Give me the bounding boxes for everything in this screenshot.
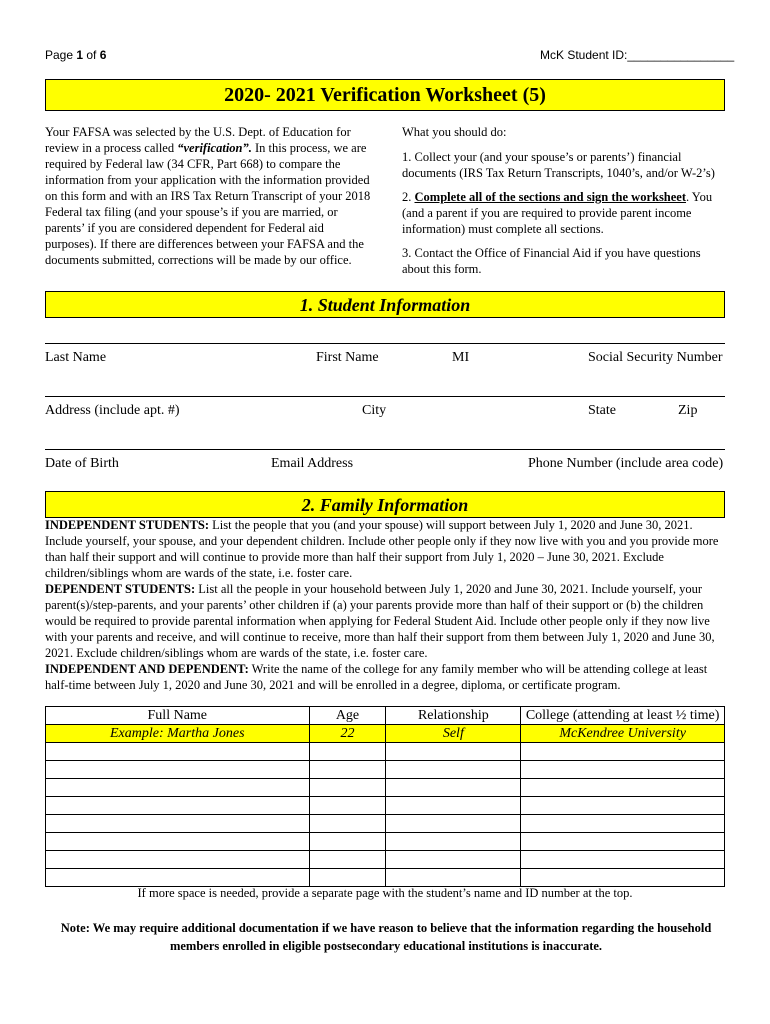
first-name-label: First Name xyxy=(316,350,379,365)
cell-name-input[interactable] xyxy=(46,761,310,779)
cell-college-input[interactable] xyxy=(521,833,725,851)
column-header-full-name: Full Name xyxy=(46,707,310,725)
phone-label: Phone Number (include area code) xyxy=(528,456,724,471)
cell-name-input[interactable] xyxy=(46,815,310,833)
cell-college-input[interactable] xyxy=(521,869,725,887)
page-title: 2020- 2021 Verification Worksheet (5) xyxy=(45,79,725,111)
dependent-instructions: DEPENDENT STUDENTS: List all the people in your household between July 1, 2020 and June 30, 2021. Include yourself, your parent(s)/step-parents, and your parents’ other children if (a) your parents provide more than half of their support or (b) the children would be required to provide parental information when applying for Federal Student Aid. Include other people only if they now live with your parents and receive, and will continue to receive, more than half their support from them between July 1, 2020 and June 30, 2021. Exclude children/siblings whom are wards of the state, i.e. foster care. xyxy=(45,582,715,660)
cell-college-input[interactable] xyxy=(521,815,725,833)
step-2: 2. Complete all of the sections and sign the worksheet. You (and a parent if you are required to provide parent income information) must complete all sections. xyxy=(402,190,713,236)
both-instructions: INDEPENDENT AND DEPENDENT: Write the name of the college for any family member who will be attending college at least half-time between July 1, 2020 and June 30, 2021 and will be enrolled in a degree, diploma, or certificate program. xyxy=(45,662,708,692)
table-row xyxy=(46,743,725,761)
table-row xyxy=(46,761,725,779)
cell-age-input[interactable] xyxy=(309,797,386,815)
instructions-heading: What you should do: xyxy=(402,125,507,139)
cell-relationship-input[interactable] xyxy=(386,815,521,833)
cell-relationship-input[interactable] xyxy=(386,779,521,797)
cell-age-input[interactable] xyxy=(309,833,386,851)
cell-age-input[interactable] xyxy=(309,815,386,833)
cell-college-input[interactable] xyxy=(521,797,725,815)
example-row xyxy=(46,725,725,743)
address-label: Address (include apt. #) xyxy=(45,403,180,418)
table-row xyxy=(46,833,725,851)
section-family-information-heading: 2. Family Information xyxy=(45,491,725,518)
table-row xyxy=(46,869,725,887)
mi-label: MI xyxy=(452,350,470,365)
cell-college-input[interactable] xyxy=(521,851,725,869)
email-label: Email Address xyxy=(271,456,354,471)
example-relationship: Self xyxy=(386,725,521,743)
space-note: If more space is needed, provide a separate page with the student’s name and ID number at the top. xyxy=(137,886,633,900)
table-row xyxy=(46,779,725,797)
documentation-note: Note: We may require additional documentation if we have reason to believe that the information regarding the household members enrolled in eligible postsecondary educational institutions is inaccurate. xyxy=(60,921,712,953)
example-college: McKendree University xyxy=(521,725,725,743)
table-header-row xyxy=(46,707,725,725)
last-name-label: Last Name xyxy=(45,350,107,365)
table-row xyxy=(46,851,725,869)
student-id-label: McK Student ID:________________ xyxy=(540,48,735,62)
cell-college-input[interactable] xyxy=(521,761,725,779)
table-row xyxy=(46,815,725,833)
state-label: State xyxy=(588,403,616,418)
family-instructions xyxy=(45,517,727,693)
cell-college-input[interactable] xyxy=(521,743,725,761)
step-3: 3. Contact the Office of Financial Aid if you have questions about this form. xyxy=(402,246,701,276)
city-label: City xyxy=(362,403,387,418)
example-age: 22 xyxy=(309,725,386,743)
cell-relationship-input[interactable] xyxy=(386,743,521,761)
column-header-college: College (attending at least ½ time) xyxy=(521,707,725,725)
zip-label: Zip xyxy=(678,403,698,418)
ssn-label: Social Security Number xyxy=(588,350,723,365)
section-student-information-heading: 1. Student Information xyxy=(45,291,725,318)
field-line xyxy=(45,396,725,397)
step-1: 1. Collect your (and your spouse’s or parents’) financial documents (IRS Tax Return Transcripts, 1040’s, and/or W-2’s) xyxy=(402,150,715,180)
table-row xyxy=(46,797,725,815)
cell-relationship-input[interactable] xyxy=(386,797,521,815)
field-line xyxy=(45,449,725,450)
cell-relationship-input[interactable] xyxy=(386,761,521,779)
cell-college-input[interactable] xyxy=(521,779,725,797)
independent-instructions: INDEPENDENT STUDENTS: List the people that you (and your spouse) will support between July 1, 2020 and June 30, 2021. Include yourself, your spouse, and your dependent children. Include other people only if they now live with you and you provide more than half their support and will continue to provide more than half their support from July 1, 2020 – June 30, 2021. Exclude children/siblings whom are wards of the state, i.e. foster care. xyxy=(45,518,719,580)
cell-relationship-input[interactable] xyxy=(386,833,521,851)
cell-age-input[interactable] xyxy=(309,869,386,887)
cell-name-input[interactable] xyxy=(46,833,310,851)
page-number: Page 1 of 6 xyxy=(45,48,107,62)
cell-age-input[interactable] xyxy=(309,779,386,797)
cell-age-input[interactable] xyxy=(309,743,386,761)
cell-relationship-input[interactable] xyxy=(386,851,521,869)
cell-name-input[interactable] xyxy=(46,869,310,887)
cell-age-input[interactable] xyxy=(309,851,386,869)
example-name: Example: Martha Jones xyxy=(46,725,310,743)
cell-name-input[interactable] xyxy=(46,779,310,797)
cell-name-input[interactable] xyxy=(46,851,310,869)
cell-name-input[interactable] xyxy=(46,797,310,815)
cell-relationship-input[interactable] xyxy=(386,869,521,887)
instructions xyxy=(402,124,724,277)
column-header-relationship: Relationship xyxy=(386,707,521,725)
field-line xyxy=(45,343,725,344)
intro-text: Your FAFSA was selected by the U.S. Dept. of Education for review in a process called “verification”. In this process, we are required by Federal law (34 CFR, Part 668) to compare the information from your application with the information provided on this form and with an IRS Tax Return Transcript of your 2018 Federal tax filing (and your spouse’s if you are married, or parents’ if you are considered dependent for Federal aid purposes). If there are differences between your FAFSA and the documents submitted, corrections will be made by our office. xyxy=(45,125,371,267)
cell-name-input[interactable] xyxy=(46,743,310,761)
dob-label: Date of Birth xyxy=(45,456,119,471)
column-header-age: Age xyxy=(309,707,386,725)
family-members-table xyxy=(45,706,725,887)
cell-age-input[interactable] xyxy=(309,761,386,779)
